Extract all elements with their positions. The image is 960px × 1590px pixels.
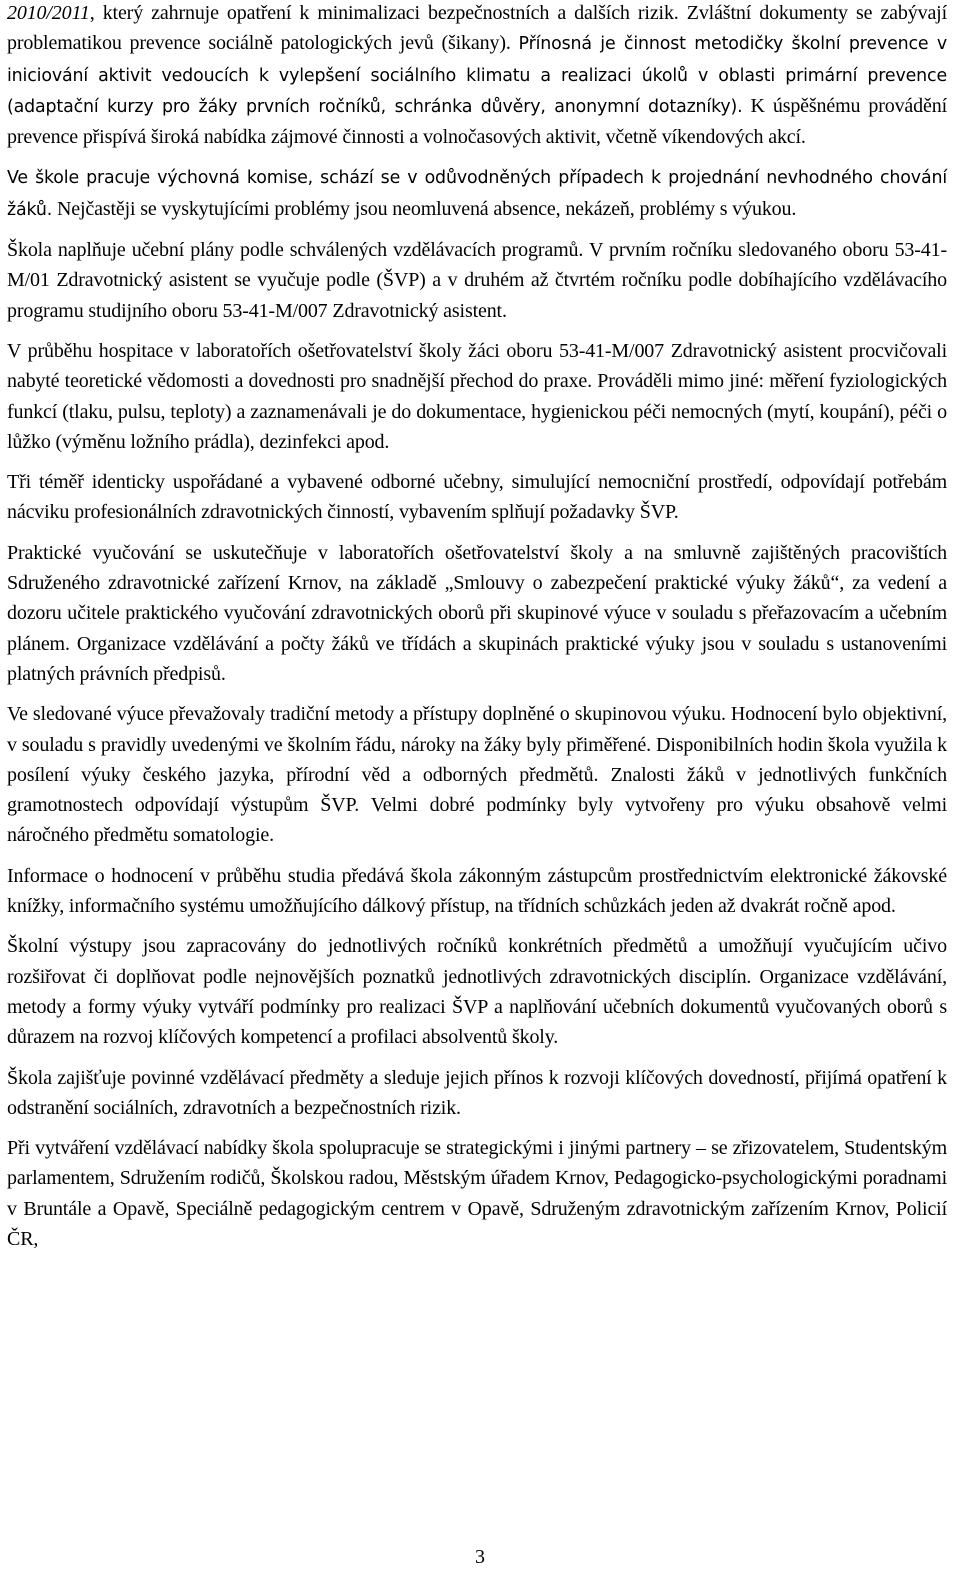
paragraph-8 bbox=[7, 861, 947, 922]
page-number: 3 bbox=[475, 1546, 485, 1568]
text-segment: K úspěšnému provádění prevence přispívá široká nabídka zájmové činnosti a volnočasových aktivit, včetně víkendových akcí. bbox=[7, 94, 947, 149]
text-segment: Školní výstupy jsou zapracovány do jednotlivých ročníků konkrétních předmětů a umožňují vyučujícím učivo rozšiřovat či doplňovat podle nejnovějších poznatků jednotlivých zdravotnických disciplín. Organizace vzdělávání, metody a formy výuky vytváří podmínky pro realizaci ŠVP a naplňování učebních dokumentů vyučovaných oborů s důrazem na rozvoj klíčových kompetencí a profilaci absolventů školy. bbox=[7, 935, 947, 1049]
text-segment: Škola naplňuje učební plány podle schválených vzdělávacích programů. V prvním ročníku sledovaného oboru 53-41-M/01 Zdravotnický asistent se vyučuje podle (ŠVP) a v druhém až čtvrtém ročníku podle dobíhajícího vzdělávacího programu studijního oboru 53-41-M/007 Zdravotnický asistent. bbox=[7, 239, 947, 322]
paragraph-9 bbox=[7, 931, 947, 1052]
paragraph-11 bbox=[7, 1133, 947, 1254]
text-segment: Ve sledované výuce převažovaly tradiční metody a přístupy doplněné o skupinovou výuku. Hodnocení bylo objektivní, v souladu s pravidly uvedenými ve školním řádu, nároky na žáky byly přiměřené. Disponibilních hodin škola využila k posílení výuky českého jazyka, přírodní věd a odborných předmětů. Znalosti žáků v jednotlivých funkčních gramotnostech odpovídají výstupům ŠVP. Velmi dobré podmínky byly vytvořeny pro výuku obsahově velmi náročného předmětu somatologie. bbox=[7, 703, 947, 847]
paragraph-4 bbox=[7, 336, 947, 457]
text-segment: V průběhu hospitace v laboratořích ošetřovatelství školy žáci oboru 53-41-M/007 Zdravotnický asistent procvičovali nabyté teoretické vědomosti a dovednosti pro snadnější přechod do praxe. Prováděli mimo jiné: měření fyziologických funkcí (tlaku, pulsu, teploty) a zaznamenávali je do dokumentace, hygienickou péči nemocných (mytí, koupání), péči o lůžko (výměnu ložního prádla), dezinfekci apod. bbox=[7, 339, 947, 453]
text-segment: Škola zajišťuje povinné vzdělávací předměty a sleduje jejich přínos k rozvoji klíčových dovedností, přijímá opatření k odstranění sociálních, zdravotních a bezpečnostních rizik. bbox=[7, 1066, 947, 1119]
paragraph-10 bbox=[7, 1063, 947, 1124]
text-segment: , který zahrnuje opatření k minimalizaci bezpečnostních a dalších rizik. Zvláštní dokumenty se zabývají problematikou prevence sociálně patologických jevů (šikany). bbox=[7, 2, 947, 55]
paragraph-6 bbox=[7, 538, 947, 689]
paragraph-3 bbox=[7, 235, 947, 326]
text-segment: Nejčastěji se vyskytujícími problémy jsou neomluvená absence, nekázeň, problémy s výukou. bbox=[52, 197, 797, 220]
paragraph-5 bbox=[7, 467, 947, 528]
text-segment: Přínosná je činnost metodičky školní prevence v iniciování aktivit vedoucích k vylepšení sociálního klimatu a realizaci úkolů v oblasti primární prevence (adaptační kurzy pro žáky prvních ročníků, schránka důvěry, anonymní dotazníky). bbox=[7, 34, 947, 117]
year-reference: 2010/2011 bbox=[7, 2, 90, 24]
text-segment: Tři téměř identicky uspořádané a vybavené odborné učebny, simulující nemocniční prostředí, odpovídají potřebám nácviku profesionálních zdravotnických činností, vybavením splňují požadavky ŠVP. bbox=[7, 471, 947, 524]
body-text bbox=[7, 0, 947, 1264]
text-segment: Při vytváření vzdělávací nabídky škola spolupracuje se strategickými i jinými partnery – se zřizovatelem, Studentským parlamentem, Sdružením rodičů, Školskou radou, Městským úřadem Krnov, Pedagogicko-psychologickými poradnami v Bruntále a Opavě, Speciálně pedagogickým centrem v Opavě, Sdruženým zdravotnickým zařízením Krnov, Policií ČR, bbox=[7, 1137, 947, 1250]
text-segment: Praktické vyučování se uskutečňuje v laboratořích ošetřovatelství školy a na smluvně zajištěných pracovištích Sdruženého zdravotnické zařízení Krnov, na základě „Smlouvy o zabezpečení praktické výuky žáků“, za vedení a dozoru učitele praktického vyučování zdravotnických oborů při skupinové výuce v souladu s přeřazovacím a učebním plánem. Organizace vzdělávání a počty žáků ve třídách a skupinách praktické výuky jsou v souladu s ustanoveními platných právních předpisů. bbox=[7, 541, 947, 685]
paragraph-2 bbox=[7, 162, 947, 225]
paragraph-1 bbox=[7, 0, 947, 152]
paragraph-7 bbox=[7, 699, 947, 850]
text-segment: Ve škole pracuje výchovná komise, schází se v odůvodněných případech k projednání nevhodného chování žáků. bbox=[7, 168, 947, 220]
text-segment: Informace o hodnocení v průběhu studia předává škola zákonným zástupcům prostřednictvím elektronické žákovské knížky, informačního systému umožňujícího dálkový přístup, na třídních schůzkách jeden až dvakrát ročně apod. bbox=[7, 864, 947, 918]
